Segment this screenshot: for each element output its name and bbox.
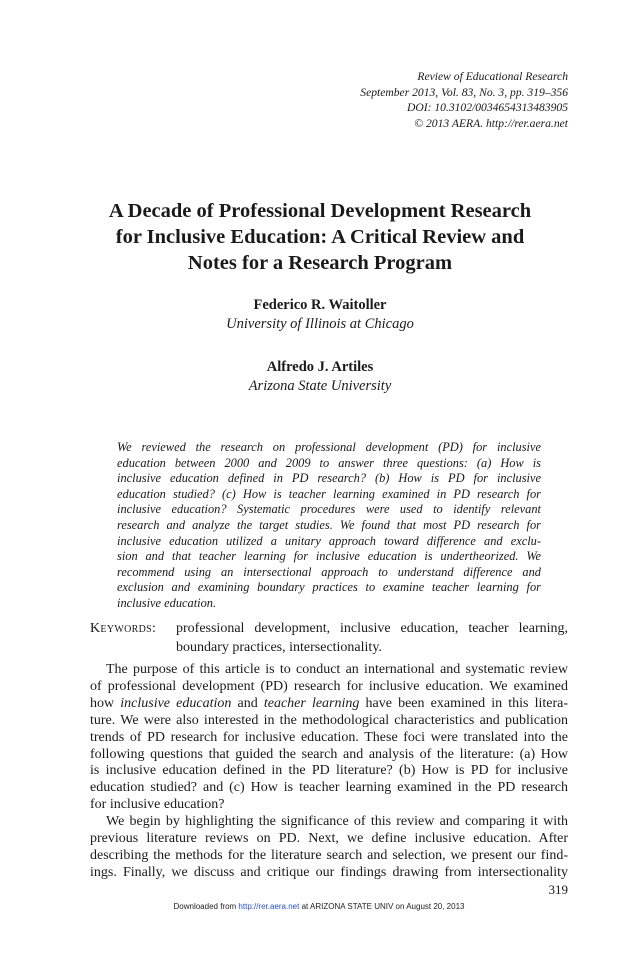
abstract-line: research and analyze the target studies. We found that most PD research for xyxy=(117,517,541,532)
author-block xyxy=(90,296,550,334)
abstract-line: inclusive education defined in PD research? (b) How is PD for inclusive xyxy=(117,471,541,486)
author-name: Alfredo J. Artiles xyxy=(266,359,374,375)
abstract-line: sion and that teacher learning for inclusive education is undertheorized. We xyxy=(117,549,541,564)
author-block xyxy=(90,358,550,396)
body-line: describing the methods for the literature search and selection, we present our find- xyxy=(90,847,568,863)
body-line: of professional development (PD) research for inclusive education. We examined xyxy=(90,678,568,694)
author-affiliation: University of Illinois at Chicago xyxy=(226,316,414,332)
keywords-label: Keywords: xyxy=(90,621,157,636)
body-text-span: how xyxy=(90,695,121,711)
download-footer xyxy=(0,902,638,911)
footer-text: at ARIZONA STATE UNIV on August 20, 2013 xyxy=(299,902,465,911)
abstract-line: exclusion and examining boundary practices to examine teacher learning for xyxy=(117,580,541,595)
abstract xyxy=(117,440,541,612)
abstract-line: education studied? (c) How is teacher learning examined in PD research for xyxy=(117,486,541,501)
body-line: for inclusive education? xyxy=(90,797,225,813)
body-line: following questions that guided the search and analysis of the literature: (a) How xyxy=(90,746,568,762)
body-line: trends of PD research for inclusive education. These foci were translated into the xyxy=(90,729,568,745)
body-text-span: have been examined in this litera- xyxy=(359,695,569,711)
title-line: A Decade of Professional Development Research xyxy=(108,200,532,222)
keywords-line: boundary practices, intersectionality. xyxy=(176,639,382,655)
journal-copyright: © 2013 AERA. http://rer.aera.net xyxy=(414,116,568,130)
journal-issue: September 2013, Vol. 83, No. 3, pp. 319–356 xyxy=(360,85,568,99)
journal-doi: DOI: 10.3102/0034654313483905 xyxy=(406,101,568,115)
journal-name: Review of Educational Research xyxy=(417,70,568,83)
body-line: ture. We were also interested in the methodological characteristics and publication xyxy=(90,712,568,728)
title-line: Notes for a Research Program xyxy=(187,252,453,274)
body-line xyxy=(90,696,568,713)
body-line: ings. Finally, we discuss and critique our findings drawing from intersectionality xyxy=(90,864,568,880)
footer-text: Downloaded from xyxy=(173,902,239,911)
body-line: is inclusive education defined in the PD literature? (b) How is PD for inclusive xyxy=(90,763,568,779)
journal-meta xyxy=(248,69,568,131)
abstract-line: inclusive education utilized a unitary approach toward difference and exclu- xyxy=(117,533,541,548)
emphasis-teacher-learning: teacher learning xyxy=(263,695,360,711)
keywords-list xyxy=(176,620,568,657)
abstract-line: We reviewed the research on professional development (PD) for inclusive xyxy=(117,440,541,454)
abstract-line: recommend using an intersectional approach to understand difference and xyxy=(117,564,541,579)
page-number: 319 xyxy=(548,882,568,897)
footer-link[interactable]: http://rer.aera.net xyxy=(238,902,300,911)
keywords-line: professional development, inclusive education, teacher learning, xyxy=(176,621,568,636)
body-line: We begin by highlighting the significance of this review and comparing it with xyxy=(106,814,568,830)
abstract-line: inclusive education? Systematic procedures were used to identify relevant xyxy=(117,502,541,517)
body-text-span: and xyxy=(231,695,264,711)
abstract-line: education between 2000 and 2009 to answer three questions: (a) How is xyxy=(117,455,541,470)
emphasis-inclusive-education: inclusive education xyxy=(120,695,232,711)
article-title xyxy=(80,198,560,276)
body-line: previous literature reviews on PD. Next, we define inclusive education. After xyxy=(90,831,568,847)
body-line: The purpose of this article is to conduct an international and systematic review xyxy=(106,662,568,677)
body-text xyxy=(90,662,568,882)
abstract-line: inclusive education. xyxy=(117,595,217,610)
author-affiliation: Arizona State University xyxy=(248,378,392,394)
body-line: education studied? and (c) How is teacher learning examined in the PD research xyxy=(90,780,568,796)
title-line: for Inclusive Education: A Critical Review and xyxy=(115,226,525,248)
author-name: Federico R. Waitoller xyxy=(253,297,387,313)
